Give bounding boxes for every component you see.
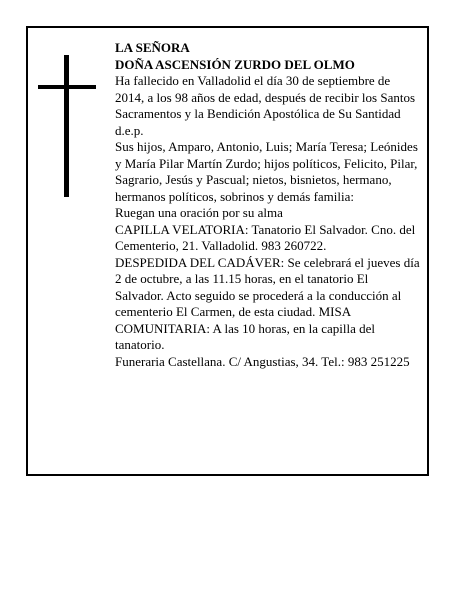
rest-in-peace: d.e.p.: [115, 122, 144, 138]
deceased-honorific: LA SEÑORA: [115, 40, 190, 55]
family-list: Sus hijos, Amparo, Antonio, Luis; María Teresa; Leónides y María Pilar Martín Zurdo; hijos políticos, Felicito, Pilar, Sagrario, Jesús y Pascual; nietos, bisnietos, hermano, hermanos políticos, sobrinos y demás familia:: [115, 139, 418, 204]
funeral-home-info: Funeraria Castellana. C/ Angustias, 34. Tel.: 983 251225: [115, 353, 410, 369]
cross-vertical-bar: [64, 55, 69, 197]
cross-icon: [38, 55, 96, 197]
deceased-name: DOÑA ASCENSIÓN ZURDO DEL OLMO: [115, 56, 355, 72]
death-announcement: Ha fallecido en Valladolid el día 30 de septiembre de 2014, a los 98 años de edad, después de recibir los Santos Sacramentos y la Bendición Apostólica de Su Santidad: [115, 73, 416, 121]
cross-horizontal-bar: [38, 85, 96, 89]
prayer-request: Ruegan una oración por su alma: [115, 205, 283, 220]
chapel-info: CAPILLA VELATORIA: Tanatorio El Salvador. Cno. del Cementerio, 21. Valladolid. 983 260722.: [115, 221, 416, 253]
obituary-content: [115, 40, 420, 370]
farewell-info: DESPEDIDA DEL CADÁVER: Se celebrará el jueves día 2 de octubre, a las 11.15 horas, en el tanatorio El Salvador. Acto seguido se procederá a la conducción al cementerio El Carmen, de esta ciudad. MISA COMUNITARIA: A las 10 horas, en la capilla del tanatorio.: [115, 254, 420, 352]
